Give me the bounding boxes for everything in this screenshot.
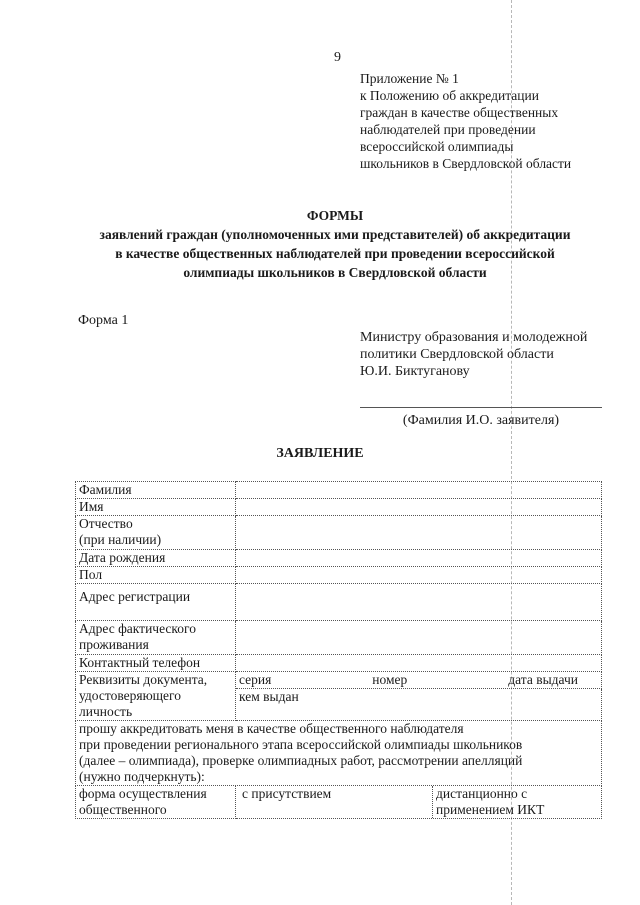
document-issue-date-label: дата выдачи <box>508 672 578 687</box>
forms-subtitle-line: в качестве общественных наблюдателей при проведении всероссийской <box>115 246 555 261</box>
actual-address-label <box>76 621 236 655</box>
identity-document-label-line: удостоверяющего <box>79 688 181 703</box>
in-person-option[interactable]: с присутствием <box>239 786 433 818</box>
forms-heading: ФОРМЫ <box>306 208 364 223</box>
table-row <box>76 482 602 499</box>
actual-address-label-line: Адрес фактического <box>79 621 196 636</box>
document-series-number-date-field[interactable] <box>236 672 602 689</box>
appendix-line: наблюдателей при проведении <box>360 122 536 137</box>
request-line: (нужно подчеркнуть): <box>79 769 205 784</box>
surname-field[interactable] <box>236 482 602 499</box>
registration-address-label: Адрес регистрации <box>76 584 236 621</box>
actual-address-label-line: проживания <box>79 637 149 652</box>
document-issued-by-label: кем выдан <box>239 689 299 704</box>
patronymic-label-line: (при наличии) <box>79 532 162 547</box>
observation-mode-label-line: форма осуществления <box>79 786 207 801</box>
surname-label: Фамилия <box>76 482 236 499</box>
remote-option-line: дистанционно с <box>436 786 528 801</box>
identity-document-label <box>76 672 236 721</box>
remote-option-line: применением ИКТ <box>436 802 545 817</box>
sex-label: Пол <box>76 567 236 584</box>
appendix-line: Приложение № 1 <box>360 71 459 86</box>
table-row <box>76 584 602 621</box>
page-number: 9 <box>334 50 341 65</box>
observation-mode-options <box>236 786 602 819</box>
table-row <box>76 567 602 584</box>
addressee-line: политики Свердловской области <box>360 347 554 362</box>
form-label: Форма 1 <box>78 313 129 328</box>
addressee-line: Министру образования и молодежной <box>360 330 588 345</box>
accreditation-request-text <box>76 721 602 786</box>
observation-mode-label-line: общественного <box>79 802 167 817</box>
patronymic-field[interactable] <box>236 516 602 550</box>
table-row <box>76 655 602 672</box>
forms-subtitle-line: заявлений граждан (уполномоченных ими представителей) об аккредитации <box>99 227 571 242</box>
document-series-label: серия <box>239 672 272 687</box>
phone-label: Контактный телефон <box>76 655 236 672</box>
patronymic-label <box>76 516 236 550</box>
document-title: ЗАЯВЛЕНИЕ <box>276 446 364 461</box>
table-row <box>76 786 602 819</box>
birth-date-label: Дата рождения <box>76 550 236 567</box>
appendix-note <box>360 70 630 172</box>
table-row <box>76 550 602 567</box>
document-issued-by-field[interactable] <box>236 689 602 721</box>
identity-document-label-line: Реквизиты документа, <box>79 672 208 687</box>
appendix-line: граждан в качестве общественных <box>360 105 559 120</box>
patronymic-label-line: Отчество <box>79 516 133 531</box>
sex-field[interactable] <box>236 567 602 584</box>
application-table <box>75 481 602 819</box>
table-row <box>76 499 602 516</box>
addressee <box>360 329 630 380</box>
phone-field[interactable] <box>236 655 602 672</box>
appendix-line: всероссийской олимпиады <box>360 139 514 154</box>
request-line: при проведении регионального этапа всероссийской олимпиады школьников <box>79 737 523 752</box>
observation-mode-label <box>76 786 236 819</box>
applicant-name-line <box>360 407 602 408</box>
appendix-line: школьников в Свердловской области <box>360 156 572 171</box>
addressee-line: Ю.И. Биктуганову <box>360 364 470 379</box>
appendix-line: к Положению об аккредитации <box>360 88 539 103</box>
name-field[interactable] <box>236 499 602 516</box>
actual-address-field[interactable] <box>236 621 602 655</box>
forms-title <box>50 206 620 282</box>
document-number-label: номер <box>372 672 408 687</box>
table-row <box>76 516 602 550</box>
request-line: (далее – олимпиада), проверке олимпиадных работ, рассмотрении апелляций <box>79 753 523 768</box>
table-row <box>76 621 602 655</box>
birth-date-field[interactable] <box>236 550 602 567</box>
forms-subtitle-line: олимпиады школьников в Свердловской области <box>183 265 487 280</box>
identity-document-label-line: личность <box>79 704 133 719</box>
table-row <box>76 672 602 689</box>
request-line: прошу аккредитовать меня в качестве общественного наблюдателя <box>79 721 464 736</box>
registration-address-field[interactable] <box>236 584 602 621</box>
remote-option[interactable] <box>433 786 598 818</box>
applicant-name-caption: (Фамилия И.О. заявителя) <box>402 413 560 428</box>
name-label: Имя <box>76 499 236 516</box>
table-row <box>76 721 602 786</box>
